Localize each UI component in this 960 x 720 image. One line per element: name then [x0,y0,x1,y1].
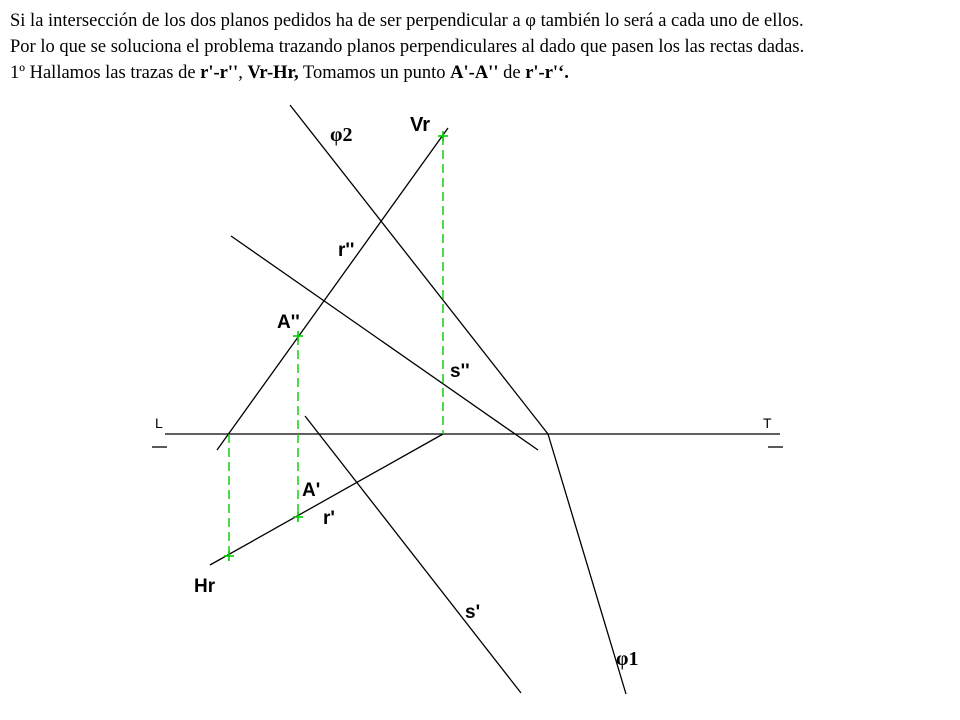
label-r1: r' [323,508,335,529]
line3-a-pair: A'-A'' [450,63,499,83]
line3-sep: , [238,63,248,83]
label-Vr: Vr [410,114,431,136]
label-s2: s'' [450,361,470,382]
label-Hr: Hr [194,576,216,597]
label-A1: A' [302,480,321,501]
line-s1 [305,416,521,693]
label-s1: s' [465,602,481,623]
line3-part2: Tomamos un punto [298,63,451,83]
statement-line-2: Por lo que se soluciona el problema trazando planos perpendiculares al dado que pasen los las rectas dadas. [10,37,805,57]
label-r2: r'' [338,240,355,261]
line3-part3: de [498,63,526,83]
line3-part1: 1º Hallamos las trazas de [10,63,201,83]
label-L: L [155,415,163,431]
statement-line-1: Si la intersección de los dos planos pedidos ha de ser perpendicular a φ también lo será a cada uno de ellos. [10,11,804,31]
line3-vr-hr: Vr-Hr, [247,63,299,83]
line-s2 [231,236,538,450]
label-phi1: φ1 [616,648,639,670]
label-A2: A'' [277,312,300,333]
label-T: T [763,415,772,431]
line-r2 [217,128,448,450]
line3-r-pair-2: r'-r'‘. [525,63,569,83]
label-phi2: φ2 [330,124,353,146]
trace-phi1 [548,434,626,694]
line-r1 [210,434,443,565]
trace-phi2 [290,105,548,434]
line3-r-pair: r'-r'' [200,63,239,83]
